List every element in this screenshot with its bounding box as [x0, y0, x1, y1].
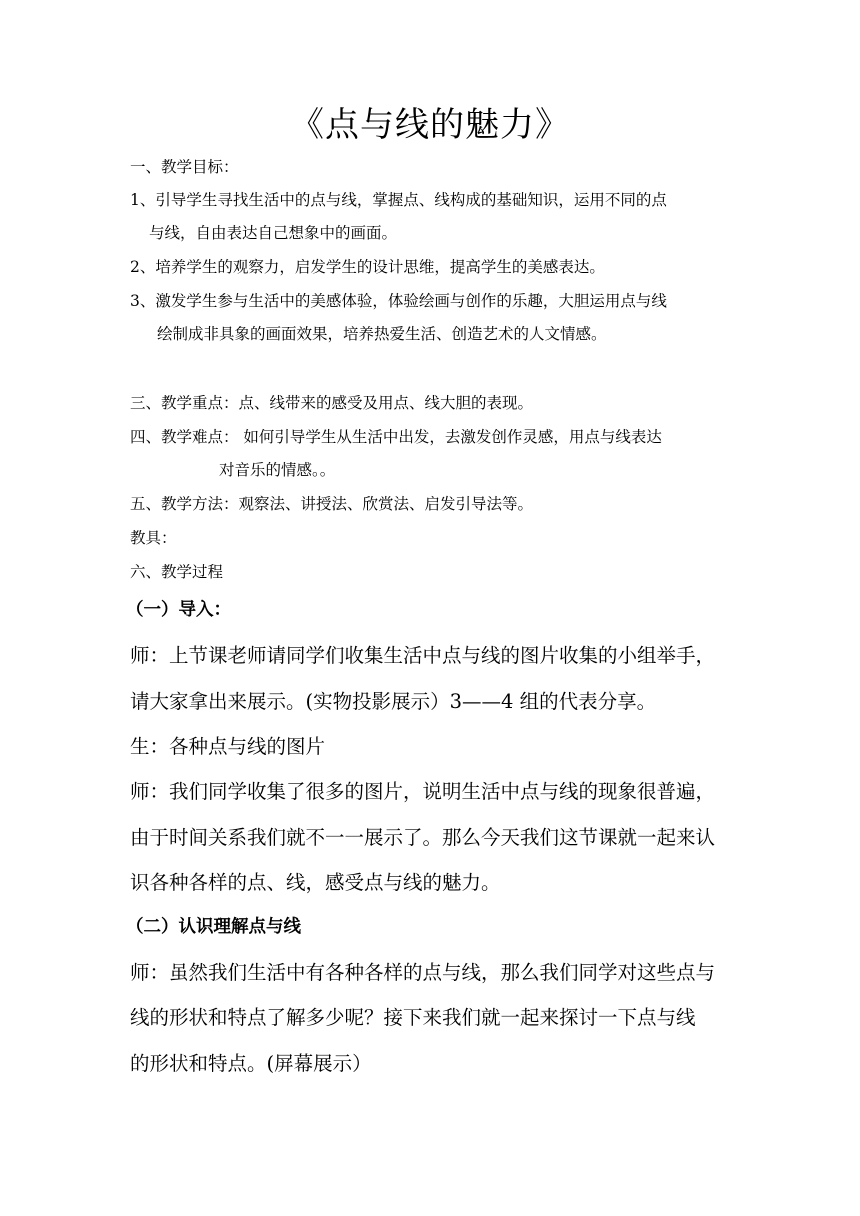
teaching-methods: 五、教学方法：观察法、讲授法、欣赏法、启发引导法等。	[130, 495, 534, 513]
paragraph-3-line-2: 由于时间关系我们就不一一展示了。那么今天我们这节课就一起来认	[130, 826, 716, 849]
paragraph-2: 生：各种点与线的图片	[130, 735, 326, 758]
process-heading: 六、教学过程	[130, 563, 224, 581]
section-1-heading: （一）导入：	[126, 600, 231, 620]
key-point: 三、教学重点：点、线带来的感受及用点、线大胆的表现。	[130, 394, 534, 412]
paragraph-4-line-1: 师：虽然我们生活中有各种各样的点与线，那么我们同学对这些点与	[130, 961, 716, 984]
paragraph-3-line-1: 师：我们同学收集了很多的图片，说明生活中点与线的现象很普遍，	[130, 780, 716, 803]
paragraph-1-line-2: 请大家拿出来展示。(实物投影展示）3——4 组的代表分享。	[130, 690, 657, 713]
goals-heading: 一、教学目标：	[130, 158, 239, 176]
paragraph-3-line-3: 识各种各样的点、线，感受点与线的魅力。	[130, 871, 501, 894]
paragraph-4-line-3: 的形状和特点。(屏幕展示）	[130, 1052, 372, 1075]
goal-1-line-1: 1、引导学生寻找生活中的点与线，掌握点、线构成的基础知识，运用不同的点	[130, 191, 667, 209]
paragraph-1-line-1: 师：上节课老师请同学们收集生活中点与线的图片收集的小组举手，	[130, 644, 716, 667]
difficulty-line-2: 对音乐的情感。。	[219, 461, 336, 479]
section-2-heading: （二）认识理解点与线	[126, 917, 301, 937]
goal-3-line-2: 绘制成非具象的画面效果，培养热爱生活、创造艺术的人文情感。	[157, 325, 607, 343]
goal-3-line-1: 3、激发学生参与生活中的美感体验，体验绘画与创作的乐趣，大胆运用点与线	[130, 292, 667, 310]
difficulty-line-1: 四、教学难点： 如何引导学生从生活中出发，去激发创作灵感，用点与线表达	[130, 428, 662, 446]
document-title: 《点与线的魅力》	[290, 105, 570, 145]
goal-2: 2、培养学生的观察力，启发学生的设计思维，提高学生的美感表达。	[130, 258, 605, 276]
paragraph-4-line-2: 线的形状和特点了解多少呢？接下来我们就一起来探讨一下点与线	[130, 1006, 696, 1029]
teaching-tools: 教具：	[130, 529, 177, 547]
goal-1-line-2: 与线，自由表达自己想象中的画面。	[149, 224, 398, 242]
